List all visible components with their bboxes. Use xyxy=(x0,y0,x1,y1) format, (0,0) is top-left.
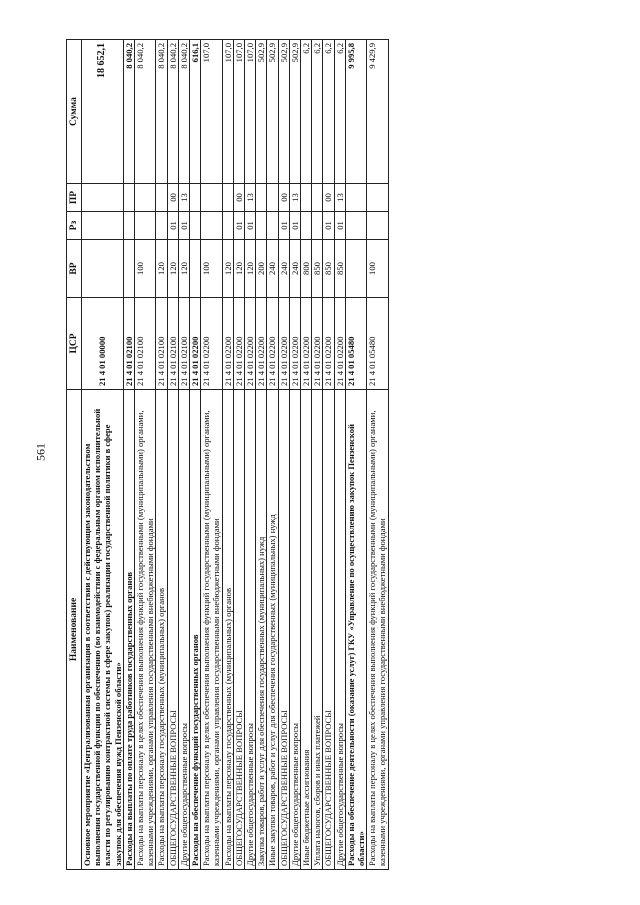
cell-name: Расходы на выплаты персоналу в целях обеспечения выполнения функций государственными (муниципальными) органами, казенными учреждениями, органами управления государственными внебюджетными фондами xyxy=(135,390,156,870)
cell-sum: 502,9 xyxy=(289,40,300,184)
cell-sum: 6,2 xyxy=(334,40,345,184)
cell-pr xyxy=(367,184,388,212)
cell-pr: 00 xyxy=(323,184,334,212)
cell-name: Расходы на выплаты по оплате труда работников государственных органов xyxy=(123,390,134,870)
cell-csr: 21 4 01 00000 xyxy=(82,298,124,390)
cell-csr: 21 4 01 02100 xyxy=(135,298,156,390)
cell-pr: 00 xyxy=(233,184,244,212)
table-row xyxy=(334,40,345,870)
cell-pr xyxy=(123,184,134,212)
table-row xyxy=(267,40,278,870)
cell-rz xyxy=(201,212,222,240)
cell-csr: 21 4 01 02200 xyxy=(334,298,345,390)
cell-sum: 107,0 xyxy=(222,40,233,184)
cell-name: Расходы на выплаты персоналу государственных (муниципальных) органов xyxy=(222,390,233,870)
cell-name: Иные закупки товаров, работ и услуг для обеспечения государственных (муниципальных) нужд xyxy=(267,390,278,870)
cell-name: ОБЩЕГОСУДАРСТВЕННЫЕ ВОПРОСЫ xyxy=(233,390,244,870)
cell-rz xyxy=(123,212,134,240)
cell-sum: 6,2 xyxy=(323,40,334,184)
cell-pr xyxy=(222,184,233,212)
cell-name: ОБЩЕГОСУДАРСТВЕННЫЕ ВОПРОСЫ xyxy=(167,390,178,870)
cell-sum: 8 040,2 xyxy=(178,40,189,184)
cell-vr: 120 xyxy=(156,240,167,298)
cell-sum: 616,1 xyxy=(190,40,201,184)
cell-vr: 200 xyxy=(256,240,267,298)
table-row xyxy=(178,40,189,870)
table-row xyxy=(123,40,134,870)
cell-pr xyxy=(82,184,124,212)
cell-rz xyxy=(367,212,388,240)
cell-sum: 8 040,2 xyxy=(123,40,134,184)
table-body xyxy=(82,40,389,870)
cell-vr xyxy=(123,240,134,298)
table-row xyxy=(323,40,334,870)
col-header-vr: ВР xyxy=(67,240,82,298)
cell-vr: 120 xyxy=(167,240,178,298)
table-row xyxy=(135,40,156,870)
cell-rz: 01 xyxy=(334,212,345,240)
cell-rz xyxy=(345,212,366,240)
table-row xyxy=(222,40,233,870)
cell-rz xyxy=(312,212,323,240)
cell-csr: 21 4 01 02200 xyxy=(245,298,256,390)
cell-rz: 01 xyxy=(323,212,334,240)
cell-sum: 502,9 xyxy=(267,40,278,184)
cell-name: Расходы на выплаты персоналу государственных (муниципальных) органов xyxy=(156,390,167,870)
cell-sum: 502,9 xyxy=(256,40,267,184)
cell-sum: 6,2 xyxy=(312,40,323,184)
cell-vr: 850 xyxy=(312,240,323,298)
cell-csr: 21 4 01 02200 xyxy=(301,298,312,390)
cell-rz: 01 xyxy=(178,212,189,240)
table-row xyxy=(312,40,323,870)
cell-pr xyxy=(345,184,366,212)
cell-vr: 240 xyxy=(289,240,300,298)
cell-csr: 21 4 01 02200 xyxy=(222,298,233,390)
table-row xyxy=(289,40,300,870)
cell-pr xyxy=(256,184,267,212)
cell-pr xyxy=(156,184,167,212)
cell-rz xyxy=(267,212,278,240)
cell-vr: 120 xyxy=(178,240,189,298)
cell-name: Расходы на выплаты персоналу в целях обеспечения выполнения функций государственными (муниципальными) органами, казенными учреждениями, органами управления государственными внебюджетными фондами xyxy=(201,390,222,870)
cell-rz xyxy=(301,212,312,240)
cell-pr: 13 xyxy=(245,184,256,212)
cell-sum: 107,0 xyxy=(245,40,256,184)
cell-name: Другие общегосударственные вопросы xyxy=(178,390,189,870)
cell-pr: 13 xyxy=(289,184,300,212)
table-row xyxy=(301,40,312,870)
cell-rz xyxy=(156,212,167,240)
cell-sum: 6,2 xyxy=(301,40,312,184)
cell-csr: 21 4 01 02100 xyxy=(156,298,167,390)
cell-csr: 21 4 01 02200 xyxy=(323,298,334,390)
table-row xyxy=(278,40,289,870)
cell-name: ОБЩЕГОСУДАРСТВЕННЫЕ ВОПРОСЫ xyxy=(323,390,334,870)
cell-sum: 107,0 xyxy=(233,40,244,184)
cell-pr: 00 xyxy=(167,184,178,212)
col-header-rz: Рз xyxy=(67,212,82,240)
cell-vr: 100 xyxy=(367,240,388,298)
cell-rz: 01 xyxy=(167,212,178,240)
cell-name: Иные бюджетные ассигнования xyxy=(301,390,312,870)
cell-vr: 120 xyxy=(222,240,233,298)
cell-rz xyxy=(222,212,233,240)
table-row xyxy=(245,40,256,870)
cell-vr: 100 xyxy=(201,240,222,298)
cell-rz xyxy=(190,212,201,240)
cell-name: Другие общегосударственные вопросы xyxy=(289,390,300,870)
cell-csr: 21 4 01 02200 xyxy=(289,298,300,390)
cell-rz xyxy=(256,212,267,240)
cell-rz: 01 xyxy=(278,212,289,240)
cell-vr: 240 xyxy=(278,240,289,298)
cell-csr: 21 4 01 02100 xyxy=(167,298,178,390)
cell-vr: 850 xyxy=(323,240,334,298)
cell-name: Другие общегосударственные вопросы xyxy=(334,390,345,870)
cell-vr xyxy=(345,240,366,298)
cell-name: Расходы на обеспечение функций государственных органов xyxy=(190,390,201,870)
cell-vr: 100 xyxy=(135,240,156,298)
cell-csr: 21 4 01 02200 xyxy=(233,298,244,390)
cell-vr xyxy=(82,240,124,298)
page-number: 561 xyxy=(33,443,48,461)
col-header-sum: Сумма xyxy=(67,40,82,184)
cell-sum: 8 040,2 xyxy=(135,40,156,184)
cell-csr: 21 4 01 02100 xyxy=(123,298,134,390)
cell-name: Основное мероприятие «Централизованная организация в соответствии с действующим законодательством выполнения государственной функции по обеспечению (во взаимодействии с федеральным органом исполнительной власти по регулированию контрактной системы в сфере закупок) реализации государственной политики в сфере закупок для обеспечения нужд Пензенской области» xyxy=(82,390,124,870)
cell-pr xyxy=(312,184,323,212)
cell-csr: 21 4 01 02200 xyxy=(190,298,201,390)
table-row xyxy=(190,40,201,870)
table-row xyxy=(82,40,124,870)
cell-sum: 8 040,2 xyxy=(167,40,178,184)
cell-rz: 01 xyxy=(289,212,300,240)
cell-pr xyxy=(267,184,278,212)
cell-name: Расходы на обеспечение деятельности (оказание услуг) ГКУ «Управление по осуществлению закупок Пензенской области» xyxy=(345,390,366,870)
table-row xyxy=(167,40,178,870)
cell-name: ОБЩЕГОСУДАРСТВЕННЫЕ ВОПРОСЫ xyxy=(278,390,289,870)
cell-csr: 21 4 01 02200 xyxy=(278,298,289,390)
cell-vr: 800 xyxy=(301,240,312,298)
cell-sum: 18 652,1 xyxy=(82,40,124,184)
table-row xyxy=(256,40,267,870)
cell-csr: 21 4 01 02200 xyxy=(312,298,323,390)
cell-sum: 8 040,2 xyxy=(156,40,167,184)
cell-csr: 21 4 01 05480 xyxy=(367,298,388,390)
cell-sum: 107,0 xyxy=(201,40,222,184)
col-header-csr: ЦСР xyxy=(67,298,82,390)
cell-csr: 21 4 01 02200 xyxy=(267,298,278,390)
cell-sum: 502,9 xyxy=(278,40,289,184)
table-row xyxy=(345,40,366,870)
cell-csr: 21 4 01 05480 xyxy=(345,298,366,390)
cell-sum: 9 429,9 xyxy=(367,40,388,184)
table-row xyxy=(201,40,222,870)
table-row xyxy=(156,40,167,870)
cell-name: Закупка товаров, работ и услуг для обеспечения государственных (муниципальных) нужд xyxy=(256,390,267,870)
cell-sum: 9 995,8 xyxy=(345,40,366,184)
cell-pr xyxy=(135,184,156,212)
table-header-row xyxy=(67,40,82,870)
table-row xyxy=(233,40,244,870)
cell-pr xyxy=(190,184,201,212)
cell-pr xyxy=(301,184,312,212)
cell-csr: 21 4 01 02100 xyxy=(178,298,189,390)
cell-rz xyxy=(82,212,124,240)
cell-name: Расходы на выплаты персоналу в целях обеспечения выполнения функций государственными (муниципальными) органами, казенными учреждениями, органами управления государственными внебюджетными фондами xyxy=(367,390,388,870)
cell-rz xyxy=(135,212,156,240)
table-row xyxy=(367,40,388,870)
cell-pr: 13 xyxy=(178,184,189,212)
cell-csr: 21 4 01 02200 xyxy=(201,298,222,390)
rotated-page xyxy=(66,40,389,870)
cell-vr: 120 xyxy=(233,240,244,298)
cell-pr xyxy=(201,184,222,212)
cell-csr: 21 4 01 02200 xyxy=(256,298,267,390)
cell-pr: 13 xyxy=(334,184,345,212)
cell-rz: 01 xyxy=(245,212,256,240)
cell-name: Уплата налогов, сборов и иных платежей xyxy=(312,390,323,870)
cell-vr xyxy=(190,240,201,298)
cell-name: Другие общегосударственные вопросы xyxy=(245,390,256,870)
budget-table xyxy=(66,39,389,870)
cell-vr: 850 xyxy=(334,240,345,298)
cell-rz: 01 xyxy=(233,212,244,240)
cell-vr: 120 xyxy=(245,240,256,298)
col-header-name: Наименование xyxy=(67,390,82,870)
col-header-pr: ПР xyxy=(67,184,82,212)
cell-vr: 240 xyxy=(267,240,278,298)
cell-pr: 00 xyxy=(278,184,289,212)
